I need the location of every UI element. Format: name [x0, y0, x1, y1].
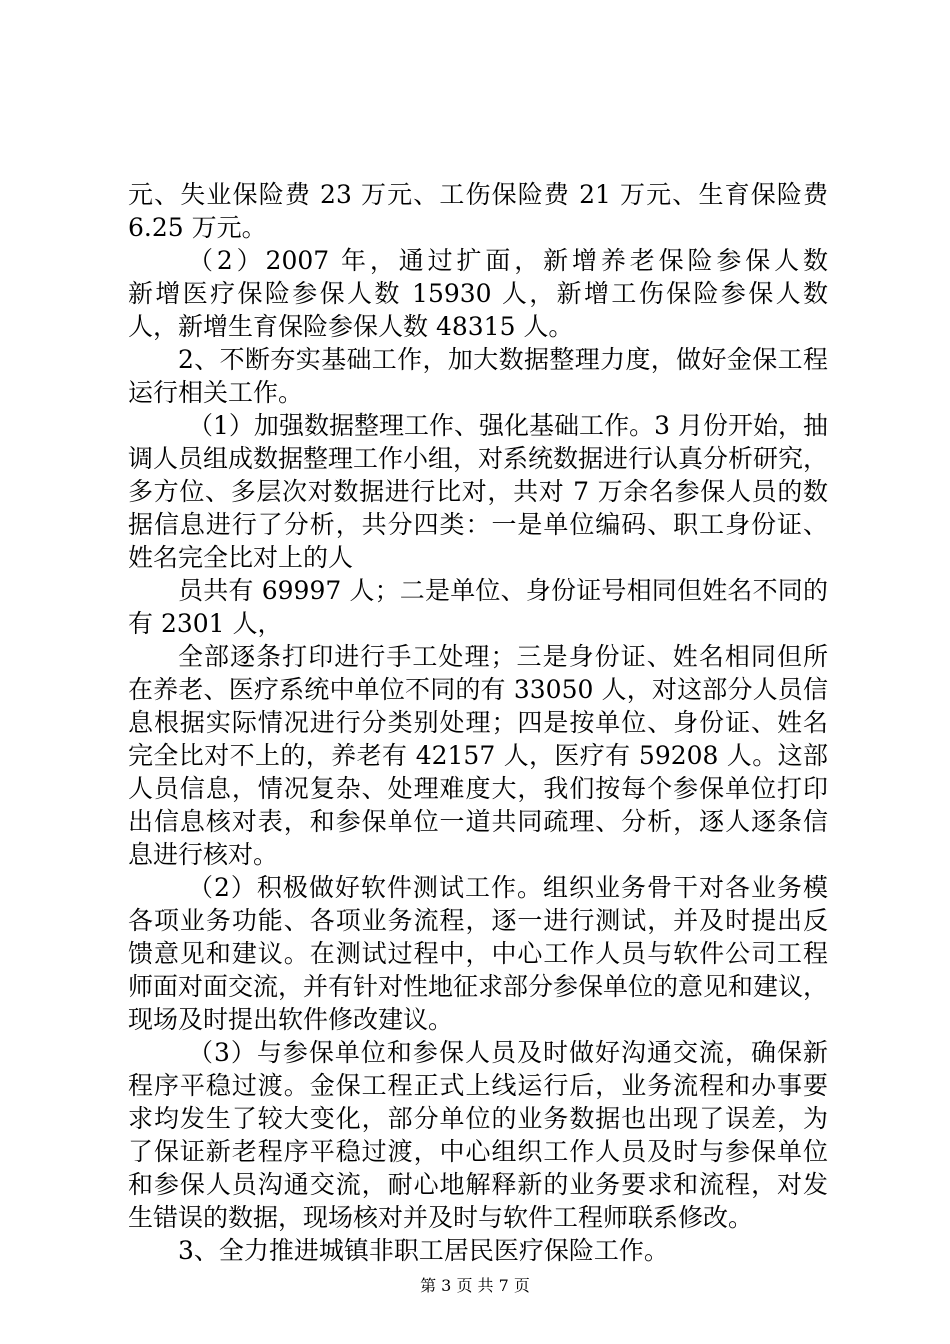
text-line: 有 2301 人， [128, 609, 283, 638]
text-line: 6.25 万元。 [128, 213, 267, 242]
text-line: 全部逐条打印进行手工处理；三是身份证、姓名相同但所 [178, 642, 828, 671]
text-line: 元、失业保险费 23 万元、工伤保险费 21 万元、生育保险费 [128, 180, 828, 209]
page-number-footer: 第 3 页 共 7 页 [420, 1276, 530, 1295]
text-line: 程序平稳过渡。金保工程正式上线运行后，业务流程和办事要 [128, 1071, 828, 1100]
document-body [128, 178, 828, 1267]
text-line: 运行相关工作。 [128, 378, 304, 407]
text-line: 2、不断夯实基础工作，加大数据整理力度，做好金保工程 [178, 345, 828, 374]
text-line: 和参保人员沟通交流，耐心地解释新的业务要求和流程，对发 [128, 1170, 828, 1199]
text-line: 人，新增生育保险参保人数 48315 人。 [128, 312, 574, 341]
text-line: 人员信息，情况复杂、处理难度大，我们按每个参保单位打印 [128, 774, 828, 803]
text-line: 了保证新老程序平稳过渡，中心组织工作人员及时与参保单位 [128, 1137, 828, 1166]
text-line: 现场及时提出软件修改建议。 [128, 1005, 454, 1034]
text-line: 息进行核对。 [128, 840, 279, 869]
text-line: 据信息进行了分析，共分四类：一是单位编码、职工身份证、 [128, 510, 828, 539]
text-line: （3）与参保单位和参保人员及时做好沟通交流，确保新 [188, 1038, 828, 1067]
text-line: 出信息核对表，和参保单位一道共同疏理、分析，逐人逐条信 [128, 807, 828, 836]
text-line: 员共有 69997 人；二是单位、身份证号相同但姓名不同的 [178, 576, 828, 605]
text-line: （1）加强数据整理工作、强化基础工作。3 月份开始，抽 [188, 411, 828, 440]
text-line: 3、全力推进城镇非职工居民医疗保险工作。 [178, 1236, 669, 1265]
text-line: 息根据实际情况进行分类别处理；四是按单位、身份证、姓名 [128, 708, 828, 737]
text-line: 生错误的数据，现场核对并及时与软件工程师联系修改。 [128, 1203, 754, 1232]
text-line: 完全比对不上的，养老有 42157 人，医疗有 59208 人。这部 [128, 741, 828, 770]
text-line: 师面对面交流，并有针对性地征求部分参保单位的意见和建议， [128, 972, 828, 1001]
text-line: 馈意见和建议。在测试过程中，中心工作人员与软件公司工程 [128, 939, 828, 968]
text-line: （2）积极做好软件测试工作。组织业务骨干对各业务模 [188, 873, 828, 902]
text-line: 求均发生了较大变化，部分单位的业务数据也出现了误差，为 [128, 1104, 828, 1133]
text-line: （2）2007 年，通过扩面，新增养老保险参保人数 [188, 246, 828, 275]
text-line: 调人员组成数据整理工作小组，对系统数据进行认真分析研究， [128, 444, 828, 473]
text-line: 各项业务功能、各项业务流程，逐一进行测试，并及时提出反 [128, 906, 828, 935]
text-line: 姓名完全比对上的人 [128, 543, 354, 572]
text-line: 在养老、医疗系统中单位不同的有 33050 人，对这部分人员信 [128, 675, 828, 704]
text-line: 新增医疗保险参保人数 15930 人，新增工伤保险参保人数 [128, 279, 828, 308]
text-line: 多方位、多层次对数据进行比对，共对 7 万余名参保人员的数 [128, 477, 828, 506]
